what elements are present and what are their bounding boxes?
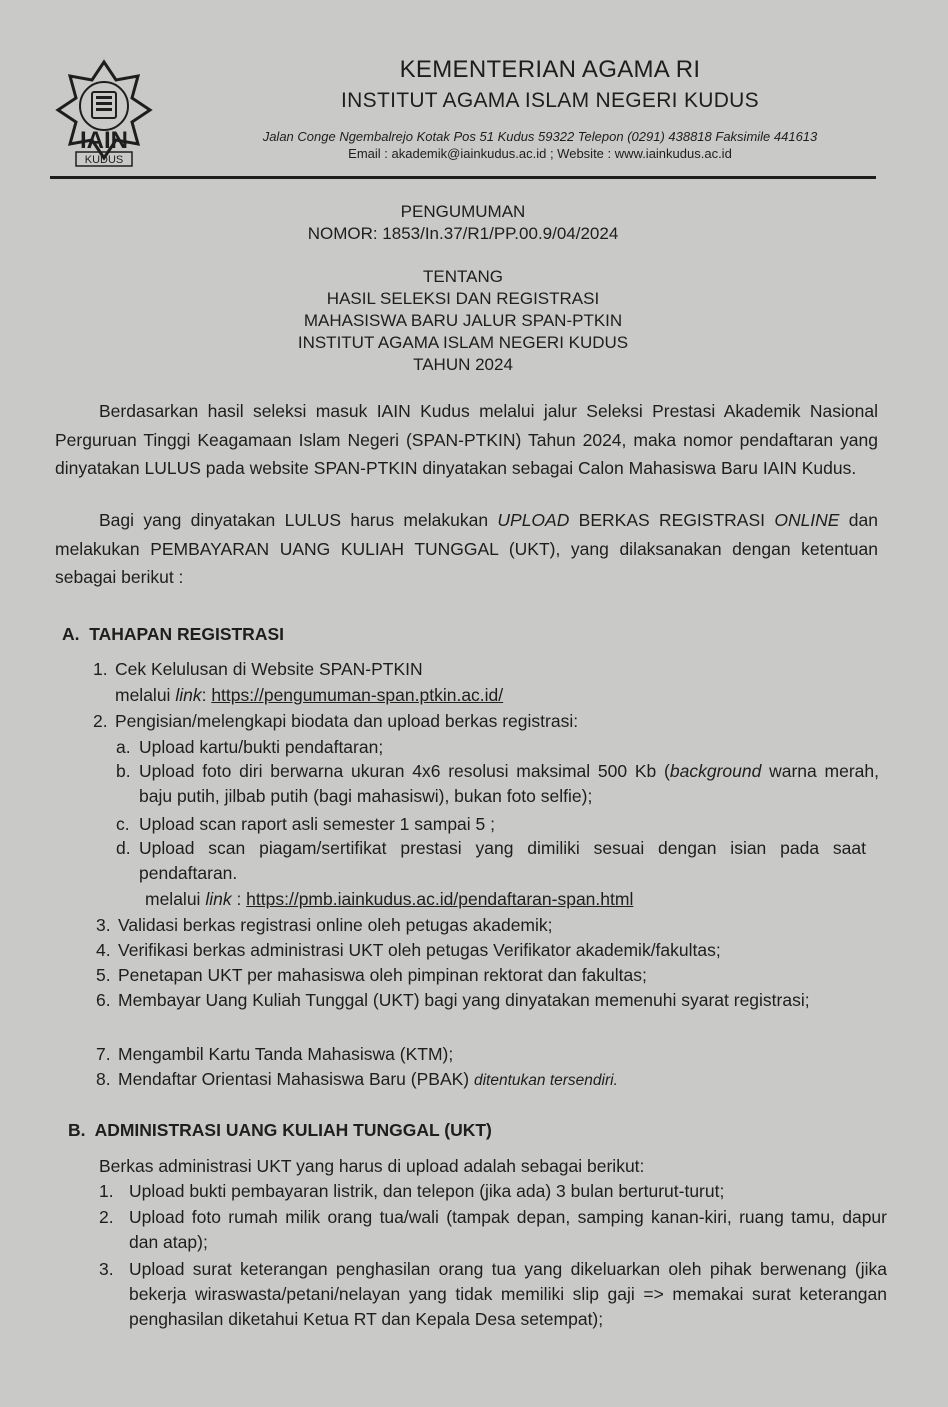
title-line-4: TAHUN 2024 bbox=[413, 355, 513, 374]
via-label: melalui bbox=[145, 889, 206, 909]
item-text: Validasi berkas registrasi online oleh petugas akademik; bbox=[118, 915, 553, 935]
announcement-number: NOMOR: 1853/In.37/R1/PP.00.9/04/2024 bbox=[307, 224, 619, 243]
item-text: Upload foto rumah milik orang tua/wali (tampak depan, samping kanan-kiri, ruang tamu, dapur dan atap); bbox=[129, 1207, 887, 1252]
item-text: Mengambil Kartu Tanda Mahasiswa (KTM); bbox=[118, 1044, 454, 1064]
section-a-item-1-link-line bbox=[115, 683, 895, 708]
span-ptkin-link[interactable]: https://pengumuman-span.ptkin.ac.id/ bbox=[211, 685, 504, 705]
via-label: melalui bbox=[115, 685, 176, 705]
letterhead-divider bbox=[50, 176, 876, 179]
announcement-type: PENGUMUMAN bbox=[400, 202, 526, 221]
intro-p2-part-a: Bagi yang dinyatakan LULUS harus melakukan bbox=[99, 510, 498, 530]
intro-p2-part-c: dan melakukan PEMBAYARAN UANG KULIAH TUNGGAL (UKT), yang dilaksanakan dengan ketentuan sebagai berikut : bbox=[55, 510, 879, 587]
institution-name: INSTITUT AGAMA ISLAM NEGERI KUDUS bbox=[341, 89, 759, 112]
item-8-italic: ditentukan tersendiri. bbox=[473, 1072, 618, 1089]
section-b-item-3 bbox=[99, 1257, 889, 1361]
title-line-3: INSTITUT AGAMA ISLAM NEGERI KUDUS bbox=[297, 333, 629, 352]
b-background-word: background bbox=[669, 761, 762, 781]
link-word: link bbox=[175, 685, 202, 705]
sub-item-letter: a. bbox=[116, 737, 131, 757]
sub-item-letter: c. bbox=[116, 814, 130, 834]
b-text-2: warna merah, baju putih, jilbab putih (bagi mahasiswi), bukan foto selfie); bbox=[139, 761, 879, 806]
sub-item-d bbox=[116, 836, 876, 888]
item-text: Cek Kelulusan di Website SPAN-PTKIN bbox=[115, 659, 423, 679]
section-b-item-2 bbox=[99, 1205, 889, 1257]
section-a-heading: A. TAHAPAN REGISTRASI bbox=[62, 624, 284, 644]
item-text: Upload surat keterangan penghasilan orang tua yang dikeluarkan oleh pihak berwenang (jika bekerja wiraswasta/petani/nelayan yang tidak memiliki slip gaji => memakai surat keterangan penghasilan diketahui Ketua RT dan Kepala Desa setempat); bbox=[129, 1259, 887, 1329]
item-number: 1. bbox=[99, 1181, 114, 1201]
item-number: 2. bbox=[93, 711, 108, 731]
intro-paragraph-2 bbox=[55, 506, 878, 592]
colon: : bbox=[231, 889, 247, 909]
iain-kudus-logo bbox=[52, 58, 156, 170]
contact-line: Email : akademik@iainkudus.ac.id ; Website : www.iainkudus.ac.id bbox=[348, 146, 732, 161]
intro-p2-part-b: BERKAS REGISTRASI bbox=[569, 510, 775, 530]
item-number: 2. bbox=[99, 1207, 114, 1227]
address-line: Jalan Conge Ngembalrejo Kotak Pos 51 Kudus 59322 Telepon (0291) 438818 Faksimile 441613 bbox=[262, 129, 818, 144]
section-b-heading: B. ADMINISTRASI UANG KULIAH TUNGGAL (UKT) bbox=[68, 1120, 492, 1140]
sub-item-text: Upload scan piagam/sertifikat prestasi yang dimiliki sesuai dengan isian pada saat pendaftaran. bbox=[139, 838, 866, 883]
item-number: 4. bbox=[96, 940, 111, 960]
sub-item-text: Upload kartu/bukti pendaftaran; bbox=[139, 737, 384, 757]
item-number: 7. bbox=[96, 1044, 111, 1064]
sub-item-text: Upload scan raport asli semester 1 sampai 5 ; bbox=[139, 814, 495, 834]
pmb-iain-link[interactable]: https://pmb.iainkudus.ac.id/pendaftaran-span.html bbox=[246, 889, 634, 909]
section-a-item-6 bbox=[96, 988, 896, 1040]
link-word: link bbox=[205, 889, 232, 909]
title-line-1: HASIL SELEKSI DAN REGISTRASI bbox=[326, 289, 600, 308]
institution-address bbox=[190, 128, 890, 162]
item-text: Verifikasi berkas administrasi UKT oleh petugas Verifikator akademik/fakultas; bbox=[118, 940, 721, 960]
item-number: 8. bbox=[96, 1069, 111, 1089]
section-b-intro: Berkas administrasi UKT yang harus di upload adalah sebagai berikut: bbox=[99, 1156, 645, 1176]
sub-item-d-link-line bbox=[145, 887, 865, 912]
intro-p1-text: Berdasarkan hasil seleksi masuk IAIN Kudus melalui jalur Seleksi Prestasi Akademik Nasional Perguruan Tinggi Keagamaan Islam Negeri (SPAN-PTKIN) Tahun 2024, maka nomor pendaftaran yang dinyatakan LULUS pada website SPAN-PTKIN dinyatakan sebagai Calon Mahasiswa Baru IAIN Kudus. bbox=[55, 401, 878, 478]
svg-text:IAIN: IAIN bbox=[80, 127, 128, 154]
about-label: TENTANG bbox=[423, 267, 503, 286]
title-line-2: MAHASISWA BARU JALUR SPAN-PTKIN bbox=[303, 311, 623, 330]
item-8-text: Mendaftar Orientasi Mahasiswa Baru (PBAK) bbox=[118, 1069, 474, 1089]
sub-item-text bbox=[139, 759, 879, 809]
ministry-name: KEMENTERIAN AGAMA RI bbox=[399, 56, 701, 83]
sub-item-b bbox=[116, 759, 879, 811]
intro-p2-online: ONLINE bbox=[774, 510, 840, 530]
item-number: 3. bbox=[99, 1259, 114, 1279]
item-text: Membayar Uang Kuliah Tunggal (UKT) bagi yang dinyatakan memenuhi syarat registrasi; bbox=[118, 990, 810, 1010]
colon: : bbox=[201, 685, 212, 705]
item-text: Upload bukti pembayaran listrik, dan telepon (jika ada) 3 bulan berturut-turut; bbox=[129, 1181, 725, 1201]
sub-item-letter: b. bbox=[116, 761, 131, 781]
intro-p2-upload: UPLOAD bbox=[497, 510, 570, 530]
sub-item-letter: d. bbox=[116, 838, 131, 858]
item-text bbox=[118, 1067, 618, 1093]
b-text-1: Upload foto diri berwarna ukuran 4x6 resolusi maksimal 500 Kb ( bbox=[139, 761, 670, 781]
item-number: 1. bbox=[93, 659, 108, 679]
intro-paragraph-1 bbox=[55, 397, 878, 483]
item-number: 6. bbox=[96, 990, 111, 1010]
item-number: 5. bbox=[96, 965, 111, 985]
svg-text:KUDUS: KUDUS bbox=[84, 154, 124, 166]
item-text: Penetapan UKT per mahasiswa oleh pimpinan rektorat dan fakultas; bbox=[118, 965, 647, 985]
item-text: Pengisian/melengkapi biodata dan upload berkas registrasi: bbox=[115, 711, 579, 731]
item-number: 3. bbox=[96, 915, 111, 935]
